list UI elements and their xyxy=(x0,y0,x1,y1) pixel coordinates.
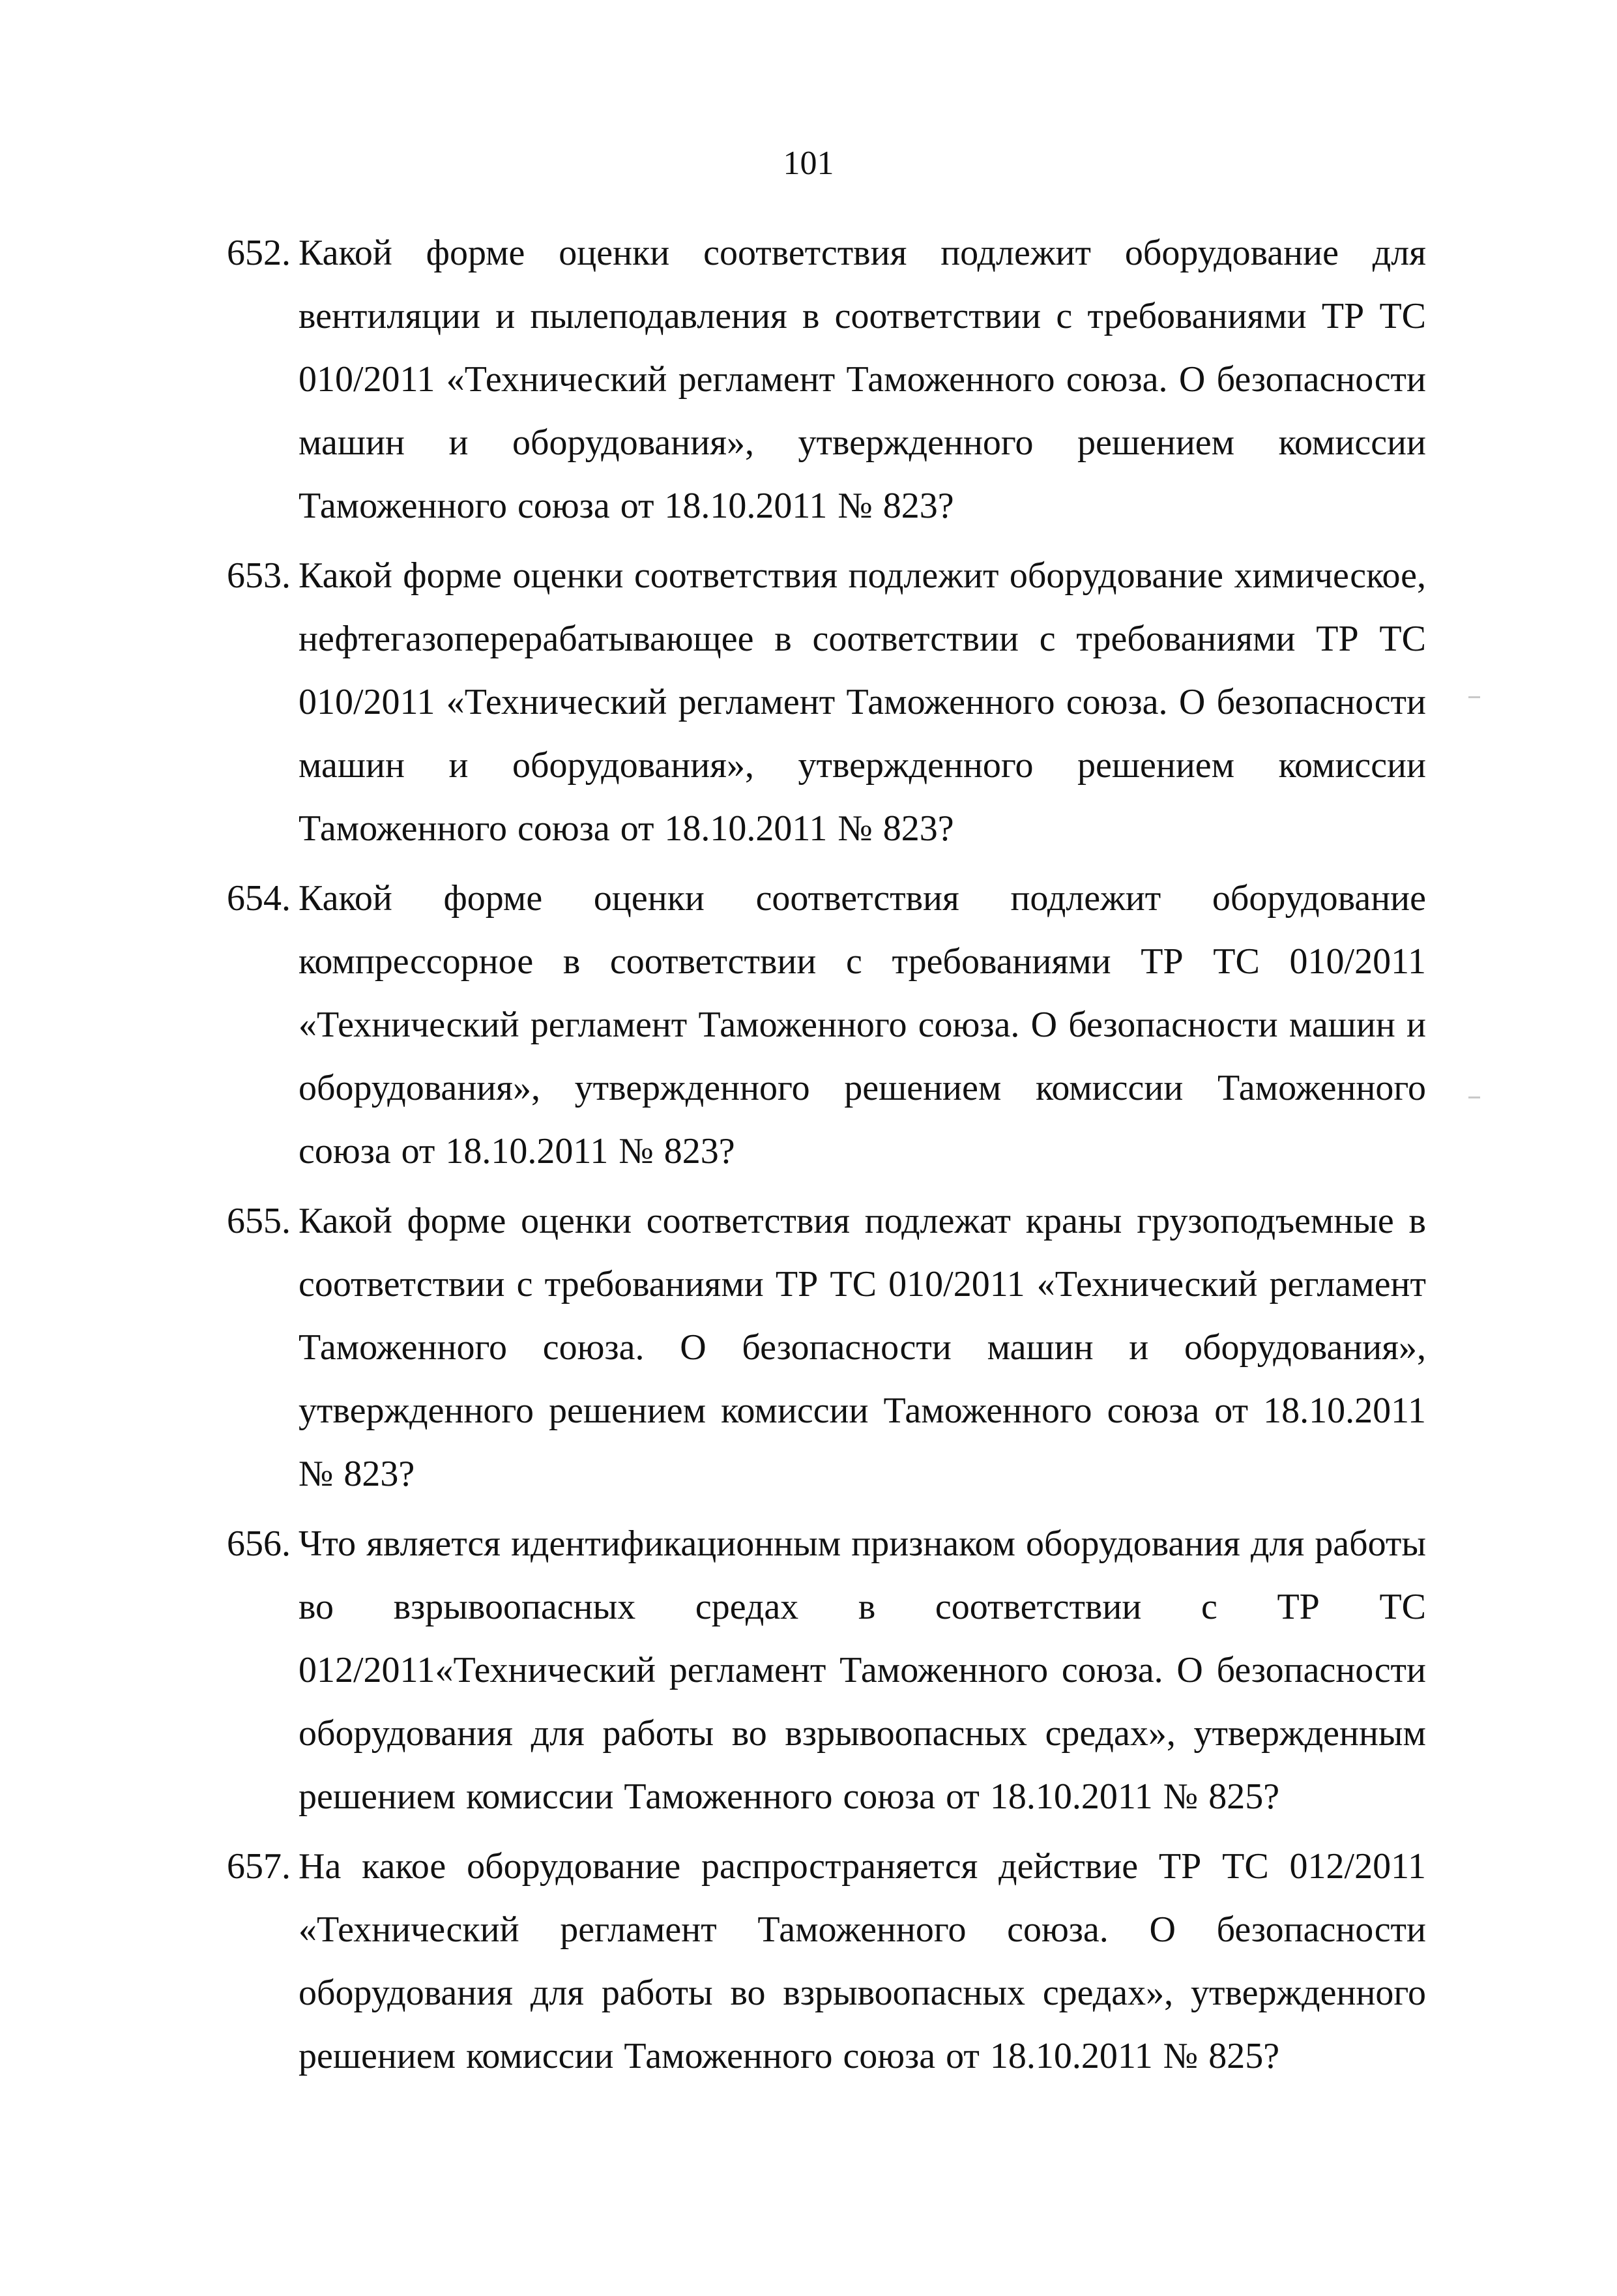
page-number: 101 xyxy=(783,145,834,182)
question-text: Какой форме оценки соответствия подлежат краны грузоподъемные в соответствии с требованиями ТР ТС 010/2011 «Технический регламент Таможенного союза. О безопасности машин и оборудования», утвержденного решением комиссии Таможенного союза от 18.10.2011 № 823? xyxy=(299,1201,1426,1494)
question-number: 655. xyxy=(227,1201,291,1241)
question-text: Какой форме оценки соответствия подлежит оборудование химическое, нефтегазоперерабатывающее в соответствии с требованиями ТР ТС 010/2011 «Технический регламент Таможенного союза. О безопасности машин и оборудования», утвержденного решением комиссии Таможенного союза от 18.10.2011 № 823? xyxy=(299,555,1426,849)
question-list xyxy=(227,222,1426,2095)
question-item xyxy=(227,867,1426,1183)
question-text: На какое оборудование распространяется действие ТР ТС 012/2011 «Технический регламент Таможенного союза. О безопасности оборудования для работы во взрывоопасных средах», утвержденного решением комиссии Таможенного союза от 18.10.2011 № 825? xyxy=(299,1846,1426,2076)
question-text: Какой форме оценки соответствия подлежит оборудование компрессорное в соответствии с требованиями ТР ТС 010/2011 «Технический регламент Таможенного союза. О безопасности машин и оборудования», утвержденного решением комиссии Таможенного союза от 18.10.2011 № 823? xyxy=(299,878,1426,1171)
question-number: 657. xyxy=(227,1846,291,1887)
question-number: 653. xyxy=(227,555,291,596)
question-item xyxy=(227,544,1426,861)
question-text: Какой форме оценки соответствия подлежит оборудование для вентиляции и пылеподавления в соответствии с требованиями ТР ТС 010/2011 «Технический регламент Таможенного союза. О безопасности машин и оборудования», утвержденного решением комиссии Таможенного союза от 18.10.2011 № 823? xyxy=(299,233,1426,526)
question-number: 656. xyxy=(227,1523,291,1564)
question-item xyxy=(227,1190,1426,1506)
question-text: Что является идентификационным признаком оборудования для работы во взрывоопасных средах в соответствии с ТР ТС 012/2011«Технический регламент Таможенного союза. О безопасности оборудования для работы во взрывоопасных средах», утвержденным решением комиссии Таможенного союза от 18.10.2011 № 825? xyxy=(299,1523,1426,1817)
question-item xyxy=(227,222,1426,538)
scan-artifact-mark xyxy=(1468,1096,1480,1098)
question-number: 652. xyxy=(227,233,291,273)
scan-artifact-mark xyxy=(1468,696,1480,698)
question-item xyxy=(227,1835,1426,2088)
question-number: 654. xyxy=(227,878,291,919)
question-item xyxy=(227,1512,1426,1829)
